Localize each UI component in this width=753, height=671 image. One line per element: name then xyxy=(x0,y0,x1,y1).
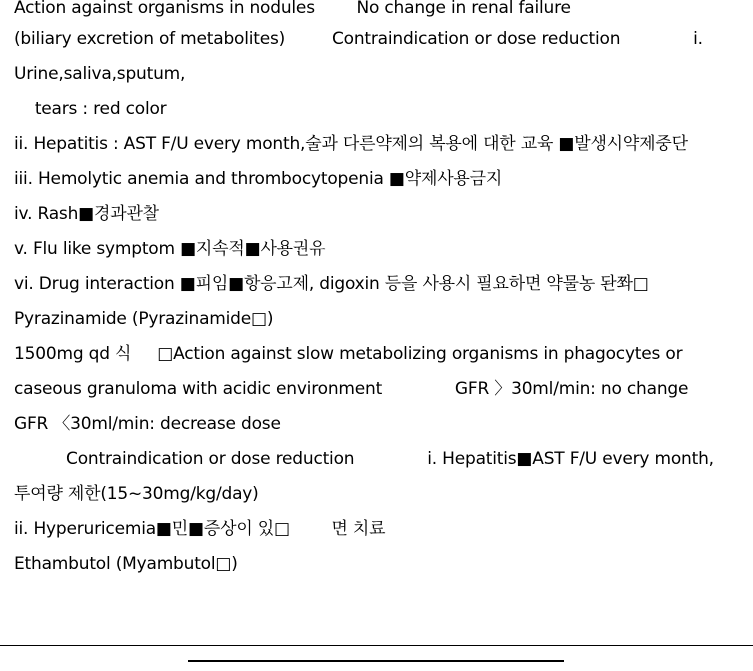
document-line: Ethambutol (Myambutol□) xyxy=(14,554,238,574)
document-line: vi. Drug interaction ■피임■항응고제, digoxin 등을 사용시 필요하면 약물농 돤쫘□ xyxy=(14,274,649,294)
horizontal-rule-footer xyxy=(188,660,564,662)
document-line: Action against organisms in nodules No change in renal failure xyxy=(14,0,571,18)
document-line: (biliary excretion of metabolites) Contraindication or dose reduction i. xyxy=(14,29,703,49)
document-line: iii. Hemolytic anemia and thrombocytopenia ■약제사용금지 xyxy=(14,169,503,189)
document-line: iv. Rash■경과관찰 xyxy=(14,204,159,224)
document-line: ii. Hepatitis : AST F/U every month,술과 다른약제의 복용에 대한 교육 ■발생시약제중단 xyxy=(14,134,688,154)
document-line: Pyrazinamide (Pyrazinamide□) xyxy=(14,309,274,329)
document-line: GFR 〈30ml/min: decrease dose xyxy=(14,414,281,434)
document-line: 1500mg qd 식 □Action against slow metabolizing organisms in phagocytes or xyxy=(14,344,683,364)
document-line: ii. Hyperuricemia■민■증상이 있□ 면 치료 xyxy=(14,519,386,539)
document-line: Urine,saliva,sputum, xyxy=(14,64,186,84)
document-line: tears : red color xyxy=(14,99,167,119)
horizontal-rule-bottom xyxy=(0,645,753,646)
document-line: 투여량 제한(15~30mg/kg/day) xyxy=(14,484,259,504)
document-line: v. Flu like symptom ■지속적■사용권유 xyxy=(14,239,326,259)
document-line: Contraindication or dose reduction i. Hepatitis■AST F/U every month, xyxy=(14,449,714,469)
document-line: caseous granuloma with acidic environment GFR 〉30ml/min: no change xyxy=(14,379,689,399)
